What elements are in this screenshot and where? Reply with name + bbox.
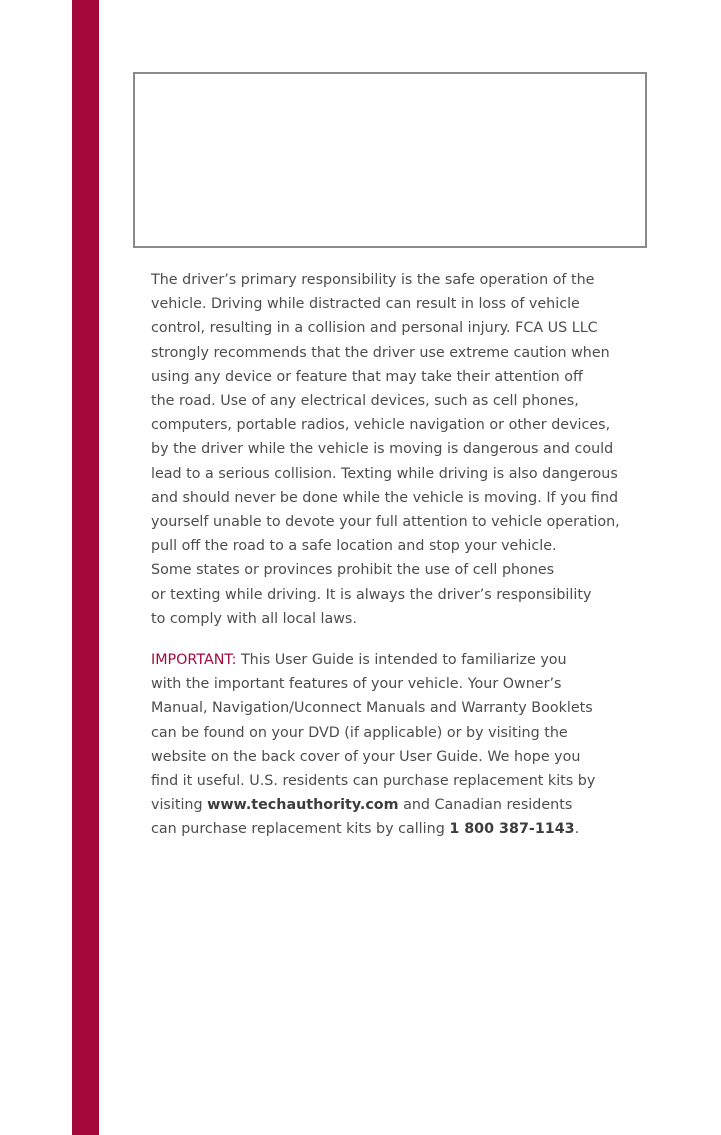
text-fragment: and Canadian residents bbox=[398, 797, 573, 814]
body-text bbox=[151, 268, 651, 842]
text-line: pull off the road to a safe location and stop your vehicle. bbox=[151, 538, 557, 555]
paragraph-spacer bbox=[151, 631, 651, 648]
text-fragment: visiting bbox=[151, 797, 208, 814]
text-line: and should never be done while the vehicle is moving. If you find bbox=[151, 489, 619, 506]
text-line: the road. Use of any electrical devices, such as cell phones, bbox=[151, 393, 579, 410]
text-fragment: can purchase replacement kits by calling bbox=[151, 821, 450, 838]
text-line: to comply with all local laws. bbox=[151, 610, 357, 627]
text-line: control, resulting in a collision and personal injury. FCA US LLC bbox=[151, 320, 598, 337]
text-line: using any device or feature that may take their attention off bbox=[151, 368, 583, 385]
text-line bbox=[151, 648, 651, 672]
text-line: Manual, Navigation/Uconnect Manuals and Warranty Booklets bbox=[151, 700, 593, 717]
text-line: computers, portable radios, vehicle navigation or other devices, bbox=[151, 417, 611, 434]
text-line: find it useful. U.S. residents can purchase replacement kits by bbox=[151, 773, 596, 790]
text-line: by the driver while the vehicle is moving is dangerous and could bbox=[151, 441, 614, 458]
important-paragraph bbox=[151, 648, 651, 842]
text-line bbox=[151, 793, 651, 817]
text-line: lead to a serious collision. Texting while driving is also dangerous bbox=[151, 465, 618, 482]
text-line: with the important features of your vehicle. Your Owner’s bbox=[151, 676, 562, 693]
text-line: The driver’s primary responsibility is the safe operation of the bbox=[151, 272, 595, 288]
text-line: strongly recommends that the driver use extreme caution when bbox=[151, 344, 610, 361]
text-line bbox=[151, 817, 651, 841]
important-label: IMPORTANT: bbox=[151, 652, 237, 669]
text-line: Some states or provinces prohibit the use of cell phones bbox=[151, 562, 555, 579]
blank-framed-box bbox=[133, 72, 647, 248]
important-intro: This User Guide is intended to familiarize you bbox=[236, 652, 567, 669]
phone-number: 1 800 387-1143 bbox=[449, 821, 575, 838]
text-fragment: . bbox=[574, 821, 580, 838]
side-accent-bar bbox=[72, 0, 99, 1135]
text-line: vehicle. Driving while distracted can result in loss of vehicle bbox=[151, 296, 580, 313]
website-link[interactable]: www.techauthority.com bbox=[207, 797, 399, 814]
safety-paragraph bbox=[151, 268, 651, 631]
text-line: or texting while driving. It is always the driver’s responsibility bbox=[151, 586, 592, 603]
text-line: can be found on your DVD (if applicable) or by visiting the bbox=[151, 724, 568, 741]
text-line: website on the back cover of your User Guide. We hope you bbox=[151, 748, 581, 765]
text-line: yourself unable to devote your full attention to vehicle operation, bbox=[151, 514, 620, 531]
